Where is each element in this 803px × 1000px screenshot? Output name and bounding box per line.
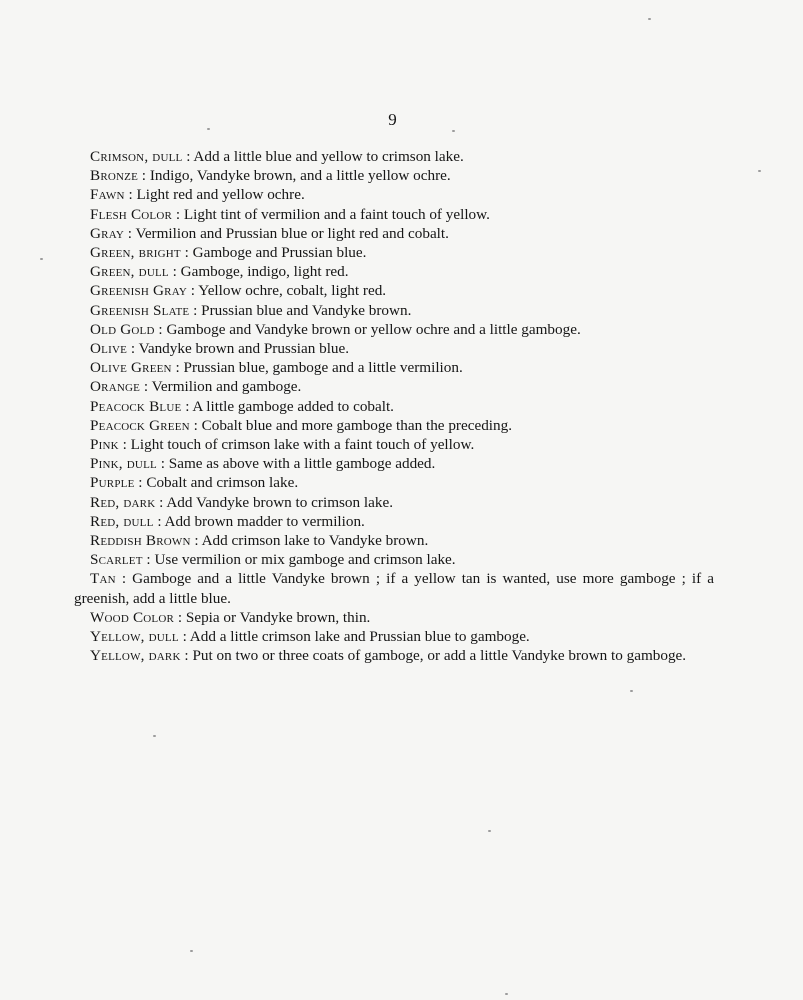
color-recipe: Gamboge and Vandyke brown or yellow ochre and a little gamboge. (166, 320, 581, 338)
paper-speck (648, 18, 651, 20)
color-entry: Scarlet : Use vermilion or mix gamboge and crimson lake. (90, 551, 456, 569)
color-entry: Purple : Cobalt and crimson lake. (90, 474, 299, 492)
color-term: Crimson, dull (90, 148, 183, 165)
color-term: Purple (90, 474, 135, 492)
color-recipe: Indigo, Vandyke brown, and a little yellow ochre. (149, 167, 451, 185)
paper-speck (505, 993, 508, 995)
page-number: 9 (388, 110, 397, 129)
color-entry: Old Gold : Gamboge and Vandyke brown or yellow ochre and a little gamboge. (90, 320, 581, 338)
color-term: Pink, dull (90, 455, 157, 473)
color-entry: Crimson, dull : Add a little blue and yellow to crimson lake. (90, 148, 464, 165)
color-recipe: Add a little crimson lake and Prussian blue to gamboge. (189, 628, 530, 646)
paper-speck (630, 690, 633, 692)
color-entry: Wood Color : Sepia or Vandyke brown, thin. (90, 608, 371, 626)
color-term: Yellow, dark (90, 647, 181, 665)
color-recipe: Same as above with a little gamboge added. (168, 455, 436, 473)
color-entry: Red, dull : Add brown madder to vermilion. (90, 512, 365, 530)
paper-speck (207, 128, 210, 130)
color-term: Yellow, dull (90, 628, 179, 646)
color-recipe: Yellow ochre, cobalt, light red. (198, 282, 387, 300)
color-entry: Green, bright : Gamboge and Prussian blue. (90, 244, 367, 262)
color-term: Tan (90, 570, 116, 588)
paper-speck (153, 735, 156, 737)
color-recipe: Light touch of crimson lake with a faint touch of yellow. (130, 436, 475, 454)
color-term: Flesh Color (90, 205, 173, 223)
color-recipe: Add a little blue and yellow to crimson lake. (193, 148, 464, 165)
color-term: Wood Color (90, 608, 175, 626)
color-term: Red, dull (90, 512, 154, 530)
color-recipe: Gamboge, indigo, light red. (180, 263, 349, 281)
color-term: Orange (90, 378, 141, 396)
color-entry: Green, dull : Gamboge, indigo, light red. (90, 263, 349, 281)
color-term: Green, dull (90, 263, 169, 281)
color-recipe: Add brown madder to vermilion. (164, 512, 365, 530)
color-term: Old Gold (90, 320, 155, 338)
color-term: Olive Green (90, 359, 172, 377)
paper-speck (190, 950, 193, 952)
color-entry: Greenish Slate : Prussian blue and Vandyke brown. (90, 301, 412, 319)
color-term: Reddish Brown (90, 532, 191, 550)
color-entry: Reddish Brown : Add crimson lake to Vandyke brown. (90, 532, 429, 550)
color-recipe: Light tint of vermilion and a faint touch of yellow. (183, 205, 490, 223)
color-recipe: Vandyke brown and Prussian blue. (138, 340, 350, 358)
color-recipe: Use vermilion or mix gamboge and crimson lake. (154, 551, 456, 569)
paper-speck (758, 170, 761, 172)
color-entry: Pink, dull : Same as above with a little gamboge added. (90, 455, 436, 473)
color-entry: Bronze : Indigo, Vandyke brown, and a little yellow ochre. (90, 167, 451, 185)
color-entry: Fawn : Light red and yellow ochre. (90, 186, 305, 204)
color-recipe-list (74, 147, 714, 665)
color-term: Bronze (90, 167, 138, 185)
color-term: Green, bright (90, 244, 181, 262)
color-term: Red, dark (90, 493, 156, 511)
color-recipe: Light red and yellow ochre. (136, 186, 305, 204)
color-term: Peacock Green (90, 416, 190, 434)
paper-speck (40, 258, 43, 260)
color-recipe: Add crimson lake to Vandyke brown. (201, 532, 429, 550)
color-entry: Tan : Gamboge and a little Vandyke brown ; if a yellow tan is wanted, use more gamboge ; if a greenish, add a little blue. (74, 570, 714, 607)
color-term: Fawn (90, 186, 125, 204)
color-entry: Greenish Gray : Yellow ochre, cobalt, light red. (90, 282, 387, 300)
color-entry: Orange : Vermilion and gamboge. (90, 378, 302, 396)
color-entry: Olive Green : Prussian blue, gamboge and a little vermilion. (90, 359, 463, 377)
color-term: Peacock Blue (90, 397, 182, 415)
color-recipe: Prussian blue and Vandyke brown. (201, 301, 412, 319)
color-recipe: Cobalt and crimson lake. (146, 474, 299, 492)
color-entry: Peacock Blue : A little gamboge added to cobalt. (90, 397, 394, 415)
color-entry: Flesh Color : Light tint of vermilion and a faint touch of yellow. (90, 205, 490, 223)
color-entry: Olive : Vandyke brown and Prussian blue. (90, 340, 350, 358)
color-recipe: Prussian blue, gamboge and a little vermilion. (183, 359, 463, 377)
color-recipe: Sepia or Vandyke brown, thin. (185, 608, 371, 626)
color-recipe: Vermilion and gamboge. (151, 378, 302, 396)
color-entry: Yellow, dull : Add a little crimson lake and Prussian blue to gamboge. (90, 628, 530, 646)
color-recipe: Vermilion and Prussian blue or light red and cobalt. (135, 224, 449, 242)
paper-speck (452, 130, 455, 132)
color-recipe: Put on two or three coats of gamboge, or add a little Vandyke brown to gamboge. (192, 647, 687, 665)
color-entry: Gray : Vermilion and Prussian blue or light red and cobalt. (90, 224, 449, 242)
color-entry: Red, dark : Add Vandyke brown to crimson lake. (90, 493, 393, 511)
color-recipe: Cobalt blue and more gamboge than the preceding. (201, 416, 512, 434)
color-term: Greenish Gray (90, 282, 187, 300)
color-term: Gray (90, 224, 124, 242)
paper-speck (488, 830, 491, 832)
color-entry: Pink : Light touch of crimson lake with a faint touch of yellow. (90, 436, 475, 454)
color-term: Pink (90, 436, 119, 454)
color-recipe: Gamboge and a little Vandyke brown ; if a yellow tan is wanted, use more gamboge ; if a greenish, add a little blue. (74, 570, 714, 607)
color-entry: Peacock Green : Cobalt blue and more gamboge than the preceding. (90, 416, 512, 434)
color-recipe: Gamboge and Prussian blue. (192, 244, 367, 262)
color-term: Greenish Slate (90, 301, 190, 319)
color-term: Olive (90, 340, 128, 358)
color-entry: Yellow, dark : Put on two or three coats of gamboge, or add a little Vandyke brown to gamboge. (90, 647, 687, 665)
color-recipe: Add Vandyke brown to crimson lake. (166, 493, 393, 511)
color-term: Scarlet (90, 551, 143, 569)
color-recipe: A little gamboge added to cobalt. (192, 397, 394, 415)
